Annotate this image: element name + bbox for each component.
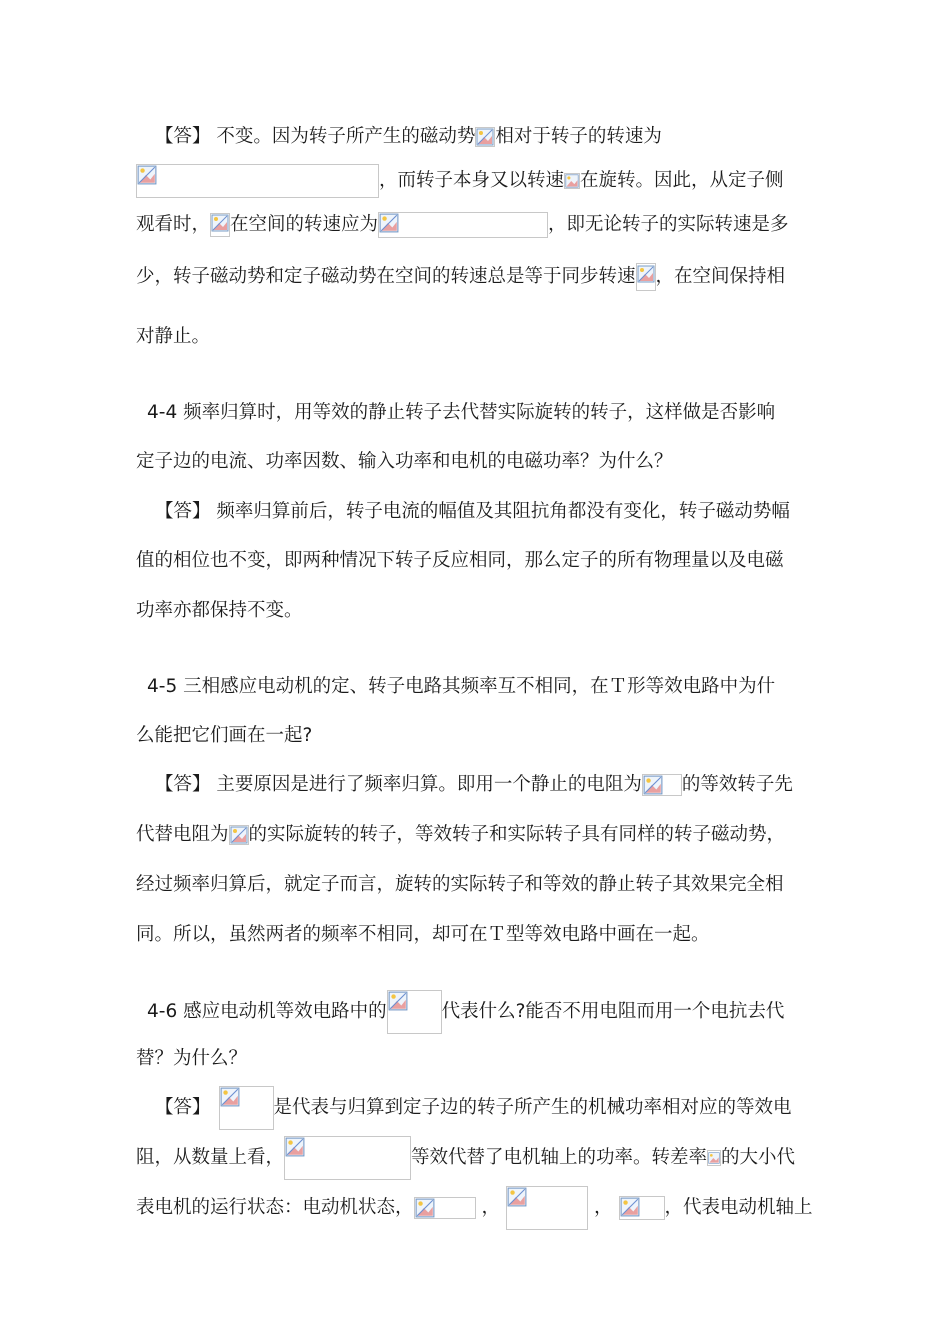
answer-line: 功率亦都保持不变。: [136, 600, 303, 621]
broken-image-icon: [564, 173, 580, 189]
answer-line: 表电机的运行状态：电动机状态， ， ， ，代表电动机轴上: [136, 1186, 813, 1230]
answer-line: 少，转子磁动势和定子磁动势在空间的转速总是等于同步转速 ，在空间保持相: [136, 263, 785, 291]
broken-image-icon: [642, 774, 682, 796]
broken-image-icon: [378, 212, 548, 238]
question-line: 4-4 频率归算时，用等效的静止转子去代替实际旋转的转子，这样做是否影响: [147, 402, 776, 423]
answer-line: 值的相位也不变，即两种情况下转子反应相同，那么定子的所有物理量以及电磁: [136, 550, 784, 571]
broken-image-icon: [210, 213, 230, 237]
broken-image-icon: [619, 1196, 665, 1220]
broken-image-icon: [136, 164, 379, 198]
broken-image-icon: [229, 825, 249, 845]
broken-image-icon: [506, 1186, 588, 1230]
answer-line: ，而转子本身又以转速 在旋转。因此，从定子侧: [136, 164, 784, 198]
answer-line: 代替电阻为 的实际旋转的转子，等效转子和实际转子具有同样的转子磁动势，: [136, 824, 786, 845]
broken-image-icon: [414, 1197, 476, 1219]
question-line: 4-6 感应电动机等效电路中的 代表什么?能否不用电阻而用一个电抗去代: [147, 990, 784, 1034]
question-line: 么能把它们画在一起?: [136, 725, 313, 746]
broken-image-icon: [387, 990, 442, 1034]
broken-image-icon: [707, 1150, 721, 1166]
answer-line: 【答】 主要原因是进行了频率归算。即用一个静止的电阻为 的等效转子先: [155, 774, 793, 795]
question-line: 替？为什么？: [136, 1048, 248, 1069]
answer-line: 经过频率归算后，就定子而言，旋转的实际转子和等效的静止转子其效果完全相: [136, 874, 784, 895]
answer-line: 观看时， 在空间的转速应为 ，即无论转子的实际转速是多: [136, 212, 789, 238]
broken-image-icon: [284, 1136, 411, 1180]
answer-line: 【答】 是代表与归算到定子边的转子所产生的机械功率相对应的等效电: [155, 1086, 792, 1130]
answer-line: 【答】 频率归算前后，转子电流的幅值及其阻抗角都没有变化，转子磁动势幅: [155, 501, 790, 522]
answer-line: 阻，从数量上看， 等效代替了电机轴上的功率。转差率 的大小代: [136, 1136, 795, 1180]
answer-line: 同。所以，虽然两者的频率不相同，却可在Ｔ型等效电路中画在一起。: [136, 924, 710, 945]
broken-image-icon: [475, 127, 495, 147]
question-line: 定子边的电流、功率因数、输入功率和电机的电磁功率？为什么？: [136, 451, 673, 472]
broken-image-icon: [219, 1086, 274, 1130]
broken-image-icon: [636, 263, 656, 291]
question-line: 4-5 三相感应电动机的定、转子电路其频率互不相同，在Ｔ形等效电路中为什: [147, 676, 776, 697]
answer-line: 对静止。: [136, 326, 211, 347]
answer-line: 【答】 不变。因为转子所产生的磁动势 相对于转子的转速为: [155, 126, 662, 147]
